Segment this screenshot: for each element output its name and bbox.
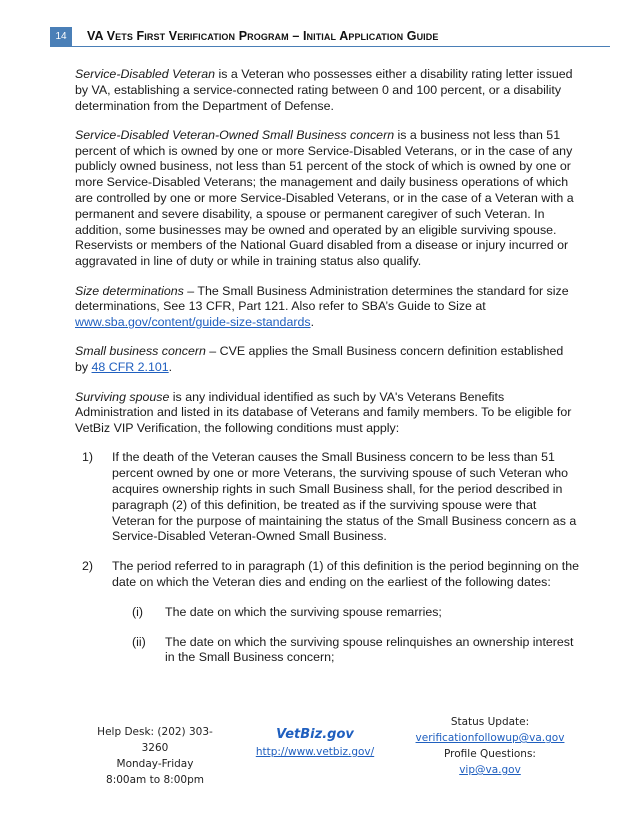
profile-questions-label: Profile Questions: bbox=[444, 748, 536, 760]
definition-text: – The Small Business Administration determines the standard for size determinations, See 13 CFR, Part 121. Also refer to SBA’s Guide to Size at bbox=[75, 283, 569, 314]
term: Size determinations bbox=[75, 283, 184, 298]
status-email-link[interactable]: verificationfollowup@va.gov bbox=[415, 732, 565, 744]
definition-end: . bbox=[168, 360, 173, 375]
page-number: 14 bbox=[50, 27, 72, 46]
condition-item bbox=[82, 559, 582, 666]
definition-text: is a business not less than 51 percent of which is owned by one or more Service-Disabled Veterans, or in the case of any publicly owned business, not less than 51 percent of the stock of which is owned by one or more Service-Disabled Veterans; the management and daily business operations of which are controlled by one or more Service-Disabled Veterans, or in the case of a Veteran with a permanent and severe disability, a spouse or permanent caregiver of such Veteran. In addition, some businesses may be owned and operated by an eligible surviving spouse. Reservists or members of the National Guard disabled from a disease or injury incurred or aggravated in line of duty or while in training status also qualify. bbox=[75, 127, 574, 269]
page-header bbox=[50, 27, 610, 47]
list-number: 2) bbox=[82, 559, 94, 574]
list-number: 1) bbox=[82, 450, 94, 465]
vetbiz-url-link[interactable]: http://www.vetbiz.gov/ bbox=[255, 746, 375, 758]
help-desk-info bbox=[85, 724, 225, 788]
page-footer bbox=[0, 714, 638, 804]
profile-email-link[interactable]: vip@va.gov bbox=[459, 764, 521, 776]
conditions-list bbox=[75, 450, 580, 666]
term: Small business concern bbox=[75, 344, 206, 359]
definition-sdvosb bbox=[75, 128, 575, 270]
sub-condition-item bbox=[132, 635, 582, 667]
definition-text: is a Veteran who possesses either a disability rating letter issued by VA, establishing a service-connected rating between 0 and 100 percent, or a disability determination from the Department of Defense. bbox=[75, 67, 573, 113]
page-content bbox=[75, 67, 580, 680]
contact-info bbox=[415, 714, 565, 778]
definition-text: – CVE applies the Small Business concern definition established by bbox=[75, 344, 564, 375]
header-rule bbox=[50, 46, 610, 47]
list-number: (ii) bbox=[132, 634, 146, 649]
help-desk-phone: Help Desk: (202) 303-3260 bbox=[97, 726, 213, 754]
condition-text: The period referred to in paragraph (1) of this definition is the period beginning on the date on which the Veteran dies and ending on the earliest of the following dates: bbox=[112, 559, 580, 590]
cfr-link[interactable]: 48 CFR 2.101 bbox=[91, 360, 169, 375]
vetbiz-brand: VetBiz.gov bbox=[276, 727, 354, 742]
sub-condition-text: The date on which the surviving spouse remarries; bbox=[165, 604, 442, 619]
sba-size-guide-link[interactable]: www.sba.gov/content/guide-size-standards bbox=[75, 315, 311, 330]
term: Service-Disabled Veteran bbox=[75, 67, 216, 81]
definition-size-determinations bbox=[75, 284, 575, 331]
sub-conditions-list bbox=[112, 605, 582, 666]
document-title: VA Vets First Verification Program – Initial Application Guide bbox=[87, 29, 439, 43]
definition-text: is any individual identified as such by VA's Veterans Benefits Administration and listed in its database of Veterans and family members. To be eligible for VetBiz VIP Verification, the following conditions must apply: bbox=[75, 389, 572, 436]
sub-condition-text: The date on which the surviving spouse relinquishes an ownership interest in the Small Business concern; bbox=[165, 634, 574, 665]
list-number: (i) bbox=[132, 604, 144, 619]
definition-end: . bbox=[310, 315, 315, 330]
condition-text: If the death of the Veteran causes the Small Business concern to be less than 51 percent owned by one or more Veterans, the surviving spouse of such Veteran who acquires ownership rights in such Small Business shall, for the period described in paragraph (2) of this definition, be treated as if the surviving spouse were that Veteran for the purpose of maintaining the status of the Small Business concern as a Service-Disabled Veteran-Owned Small Business. bbox=[112, 450, 577, 544]
term: Service-Disabled Veteran-Owned Small Business concern bbox=[75, 127, 395, 142]
definition-small-business-concern bbox=[75, 344, 575, 376]
vetbiz-info bbox=[250, 726, 380, 760]
sub-condition-item bbox=[132, 605, 582, 621]
help-desk-hours: 8:00am to 8:00pm bbox=[106, 774, 204, 786]
term: Surviving spouse bbox=[75, 389, 170, 404]
definition-service-disabled-veteran bbox=[75, 67, 575, 114]
condition-item bbox=[82, 450, 582, 545]
definition-surviving-spouse bbox=[75, 390, 575, 437]
help-desk-days: Monday-Friday bbox=[116, 758, 194, 770]
status-update-label: Status Update: bbox=[450, 716, 530, 728]
